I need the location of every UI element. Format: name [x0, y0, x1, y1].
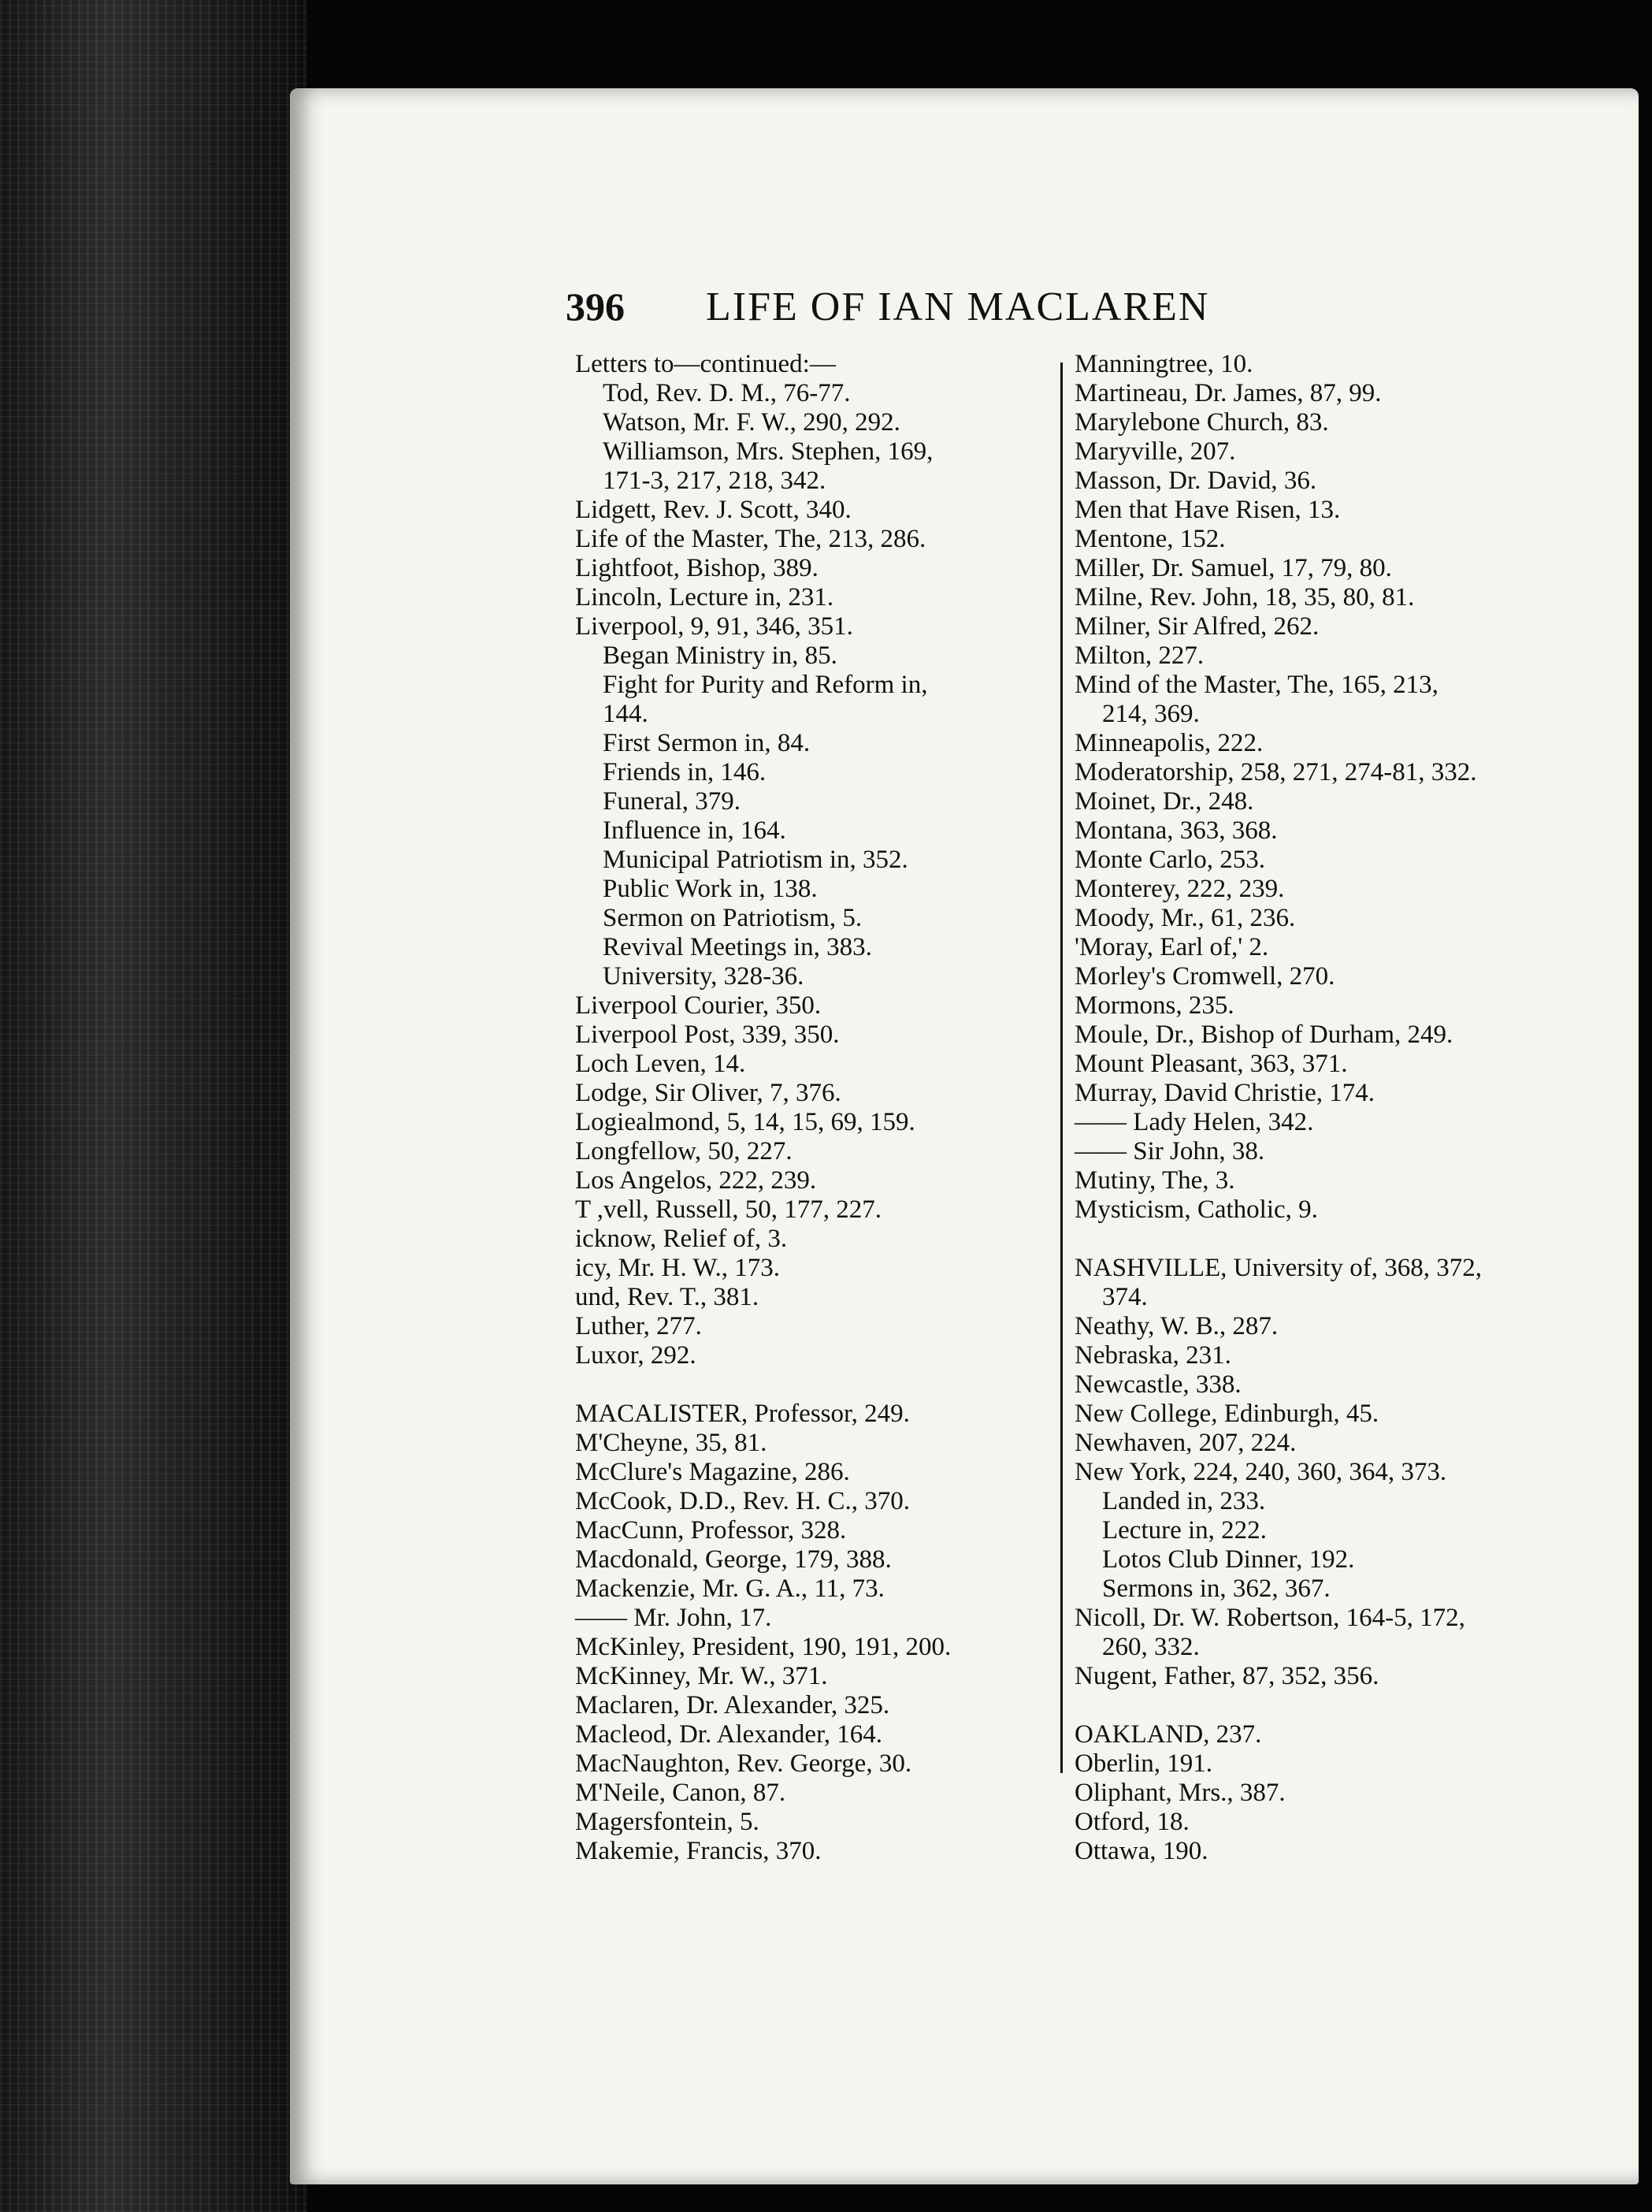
index-entry: Monte Carlo, 253. [1075, 846, 1265, 874]
index-entry: 260, 332. [1102, 1633, 1200, 1661]
index-entry: —— Mr. John, 17. [575, 1604, 772, 1632]
index-entry: —— Sir John, 38. [1075, 1137, 1265, 1165]
index-entry: Longfellow, 50, 227. [575, 1137, 793, 1165]
index-entry: Landed in, 233. [1102, 1487, 1266, 1515]
index-entry: 214, 369. [1102, 700, 1200, 728]
index-entry: First Sermon in, 84. [603, 729, 811, 757]
index-entry: Began Ministry in, 85. [603, 641, 837, 670]
index-entry: Montana, 363, 368. [1075, 816, 1278, 845]
index-entry: Mount Pleasant, 363, 371. [1075, 1050, 1348, 1078]
index-entry: Makemie, Francis, 370. [575, 1837, 822, 1865]
index-entry: Luther, 277. [575, 1312, 702, 1340]
index-entry: Watson, Mr. F. W., 290, 292. [603, 408, 900, 437]
index-entry: Mysticism, Catholic, 9. [1075, 1195, 1318, 1224]
index-entry: MacNaughton, Rev. George, 30. [575, 1749, 912, 1778]
index-entry: Lidgett, Rev. J. Scott, 340. [575, 496, 852, 524]
index-entry: McKinley, President, 190, 191, 200. [575, 1633, 952, 1661]
index-entry: 'Moray, Earl of,' 2. [1075, 933, 1269, 961]
index-entry: Oberlin, 191. [1075, 1749, 1213, 1778]
index-entry: Letters to—continued:— [575, 350, 836, 378]
index-entry: Life of the Master, The, 213, 286. [575, 525, 926, 553]
index-entry: Minneapolis, 222. [1075, 729, 1264, 757]
index-column-left [575, 350, 1048, 1866]
index-entry: Milne, Rev. John, 18, 35, 80, 81. [1075, 583, 1415, 612]
index-entry: Miller, Dr. Samuel, 17, 79, 80. [1075, 554, 1392, 582]
index-entry: Nicoll, Dr. W. Robertson, 164-5, 172, [1075, 1604, 1465, 1632]
index-entry: Newcastle, 338. [1075, 1370, 1242, 1399]
index-entry: icknow, Relief of, 3. [575, 1225, 788, 1253]
index-entry: Lecture in, 222. [1102, 1516, 1267, 1545]
index-entry: Otford, 18. [1075, 1808, 1190, 1836]
index-entry: Public Work in, 138. [603, 875, 818, 903]
index-entry: 144. [603, 700, 648, 728]
index-entry: Marylebone Church, 83. [1075, 408, 1329, 437]
index-entry: 374. [1102, 1283, 1148, 1311]
index-entry: Sermons in, 362, 367. [1102, 1574, 1331, 1603]
index-entry: OAKLAND, 237. [1075, 1720, 1262, 1749]
index-entry: NASHVILLE, University of, 368, 372, [1075, 1254, 1482, 1282]
index-entry: —— Lady Helen, 342. [1075, 1108, 1314, 1136]
index-entry: Mutiny, The, 3. [1075, 1166, 1235, 1195]
index-entry: Maclaren, Dr. Alexander, 325. [575, 1691, 890, 1719]
index-entry: University, 328-36. [603, 962, 804, 991]
page-header [566, 284, 1582, 339]
index-entry: Morley's Cromwell, 270. [1075, 962, 1335, 991]
index-entry: New York, 224, 240, 360, 364, 373. [1075, 1458, 1447, 1486]
index-entry: Newhaven, 207, 224. [1075, 1429, 1297, 1457]
index-entry: Mentone, 152. [1075, 525, 1226, 553]
index-entry: Loch Leven, 14. [575, 1050, 746, 1078]
index-entry: Murray, David Christie, 174. [1075, 1079, 1375, 1107]
index-entry: Lotos Club Dinner, 192. [1102, 1545, 1355, 1574]
index-entry: Liverpool, 9, 91, 346, 351. [575, 612, 853, 641]
index-entry: Mackenzie, Mr. G. A., 11, 73. [575, 1574, 885, 1603]
index-entry: Oliphant, Mrs., 387. [1075, 1779, 1286, 1807]
index-entry: Milton, 227. [1075, 641, 1205, 670]
index-entry: Moody, Mr., 61, 236. [1075, 904, 1296, 932]
index-entry: Macleod, Dr. Alexander, 164. [575, 1720, 882, 1749]
column-divider [1060, 362, 1063, 1773]
index-entry: Fight for Purity and Reform in, [603, 671, 928, 699]
index-entry: MACALISTER, Professor, 249. [575, 1400, 910, 1428]
index-entry: Monterey, 222, 239. [1075, 875, 1285, 903]
index-entry: Ottawa, 190. [1075, 1837, 1208, 1865]
page-number: 396 [566, 284, 625, 329]
running-title: LIFE OF IAN MACLAREN [706, 284, 1210, 329]
index-entry: Tod, Rev. D. M., 76-77. [603, 379, 851, 407]
book-page [290, 88, 1639, 2184]
index-entry: Friends in, 146. [603, 758, 767, 786]
index-entry: Nebraska, 231. [1075, 1341, 1231, 1370]
index-entry: Manningtree, 10. [1075, 350, 1253, 378]
index-entry: T ,vell, Russell, 50, 177, 227. [575, 1195, 882, 1224]
index-entry: Masson, Dr. David, 36. [1075, 467, 1317, 495]
index-entry: Neathy, W. B., 287. [1075, 1312, 1279, 1340]
index-entry: Sermon on Patriotism, 5. [603, 904, 863, 932]
index-entry: Lightfoot, Bishop, 389. [575, 554, 819, 582]
index-entry: Logiealmond, 5, 14, 15, 69, 159. [575, 1108, 915, 1136]
index-entry: Mormons, 235. [1075, 991, 1234, 1020]
index-entry: Macdonald, George, 179, 388. [575, 1545, 892, 1574]
index-column-right [1075, 350, 1587, 1866]
index-entry: M'Neile, Canon, 87. [575, 1779, 786, 1807]
index-entry: Influence in, 164. [603, 816, 786, 845]
index-entry: Maryville, 207. [1075, 437, 1236, 466]
index-entry: 171-3, 217, 218, 342. [603, 467, 826, 495]
index-entry: Los Angelos, 222, 239. [575, 1166, 817, 1195]
index-entry: Mind of the Master, The, 165, 213, [1075, 671, 1439, 699]
index-entry: MacCunn, Professor, 328. [575, 1516, 847, 1545]
index-entry: Lincoln, Lecture in, 231. [575, 583, 834, 612]
index-entry: McCook, D.D., Rev. H. C., 370. [575, 1487, 911, 1515]
index-entry: Moinet, Dr., 248. [1075, 787, 1254, 816]
index-entry: Lodge, Sir Oliver, 7, 376. [575, 1079, 841, 1107]
index-entry: und, Rev. T., 381. [575, 1283, 759, 1311]
index-entry: New College, Edinburgh, 45. [1075, 1400, 1379, 1428]
index-entry: Magersfontein, 5. [575, 1808, 759, 1836]
index-entry: McKinney, Mr. W., 371. [575, 1662, 828, 1690]
index-entry: McClure's Magazine, 286. [575, 1458, 850, 1486]
index-entry: Funeral, 379. [603, 787, 741, 816]
index-entry: Municipal Patriotism in, 352. [603, 846, 908, 874]
index-entry: Williamson, Mrs. Stephen, 169, [603, 437, 934, 466]
index-entry: Moule, Dr., Bishop of Durham, 249. [1075, 1020, 1453, 1049]
index-entry: Milner, Sir Alfred, 262. [1075, 612, 1320, 641]
index-entry: M'Cheyne, 35, 81. [575, 1429, 767, 1457]
index-entry: Liverpool Courier, 350. [575, 991, 822, 1020]
book-spine [0, 0, 307, 2212]
index-entry: Nugent, Father, 87, 352, 356. [1075, 1662, 1379, 1690]
index-entry: Revival Meetings in, 383. [603, 933, 872, 961]
index-entry: Martineau, Dr. James, 87, 99. [1075, 379, 1382, 407]
index-entry: icy, Mr. H. W., 173. [575, 1254, 781, 1282]
index-entry: Men that Have Risen, 13. [1075, 496, 1341, 524]
index-entry: Moderatorship, 258, 271, 274-81, 332. [1075, 758, 1477, 786]
index-entry: Luxor, 292. [575, 1341, 696, 1370]
index-entry: Liverpool Post, 339, 350. [575, 1020, 840, 1049]
